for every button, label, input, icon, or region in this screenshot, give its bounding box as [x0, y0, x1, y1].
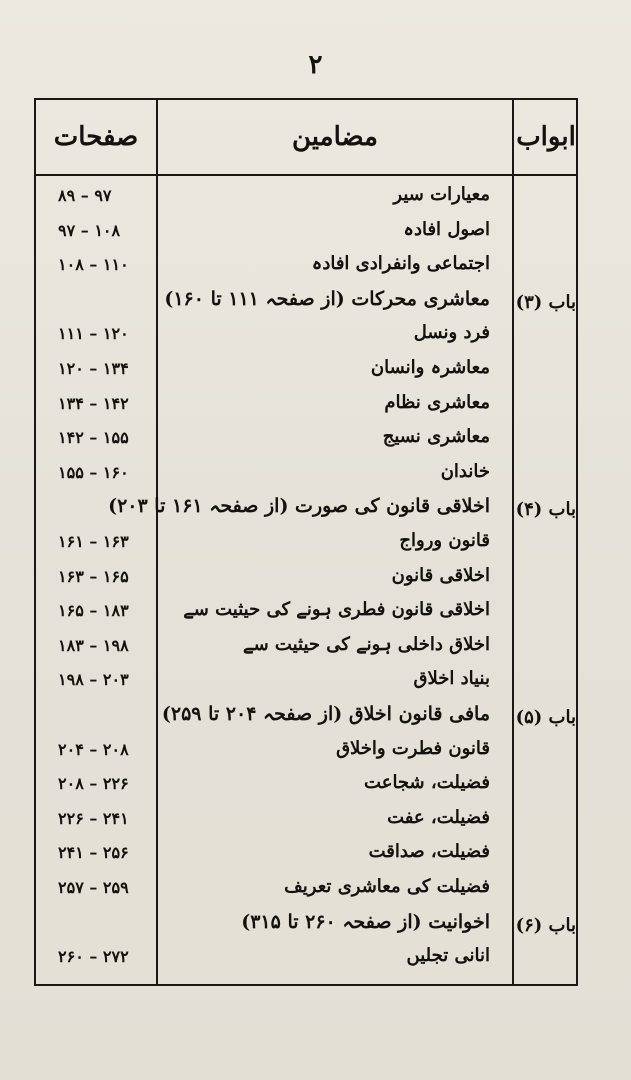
row-pages: ۱۲۰ – ۱۳۴ — [58, 359, 129, 378]
row-pages: ۲۰۴ – ۲۰۸ — [58, 739, 129, 759]
row-title: فرد ونسل — [413, 322, 490, 344]
row-title: معاشری نسیج — [382, 426, 490, 448]
row-title: فضیلت کی معاشری تعریف — [284, 876, 490, 897]
row-title: قانون فطرت واخلاق — [336, 737, 490, 759]
row-pages: ۱۶۳ – ۱۶۵ — [58, 566, 129, 586]
row-pages: ۱۹۸ – ۲۰۳ — [58, 670, 129, 690]
row-pages: ۲۲۶ – ۲۴۱ — [58, 808, 129, 828]
row-pages: ۲۰۸ – ۲۲۶ — [58, 774, 129, 794]
row-title: معاشری نظام — [384, 391, 490, 413]
row-title: فضیلت، عفت — [387, 806, 490, 828]
row-pages: ۱۵۵ – ۱۶۰ — [58, 462, 129, 482]
row-pages: ۲۶۰ – ۲۷۲ — [58, 947, 129, 967]
row-pages: ۲۵۷ – ۲۵۹ — [58, 878, 129, 897]
row-pages: ۱۸۳ – ۱۹۸ — [58, 635, 129, 655]
chapter-label: باب (۳) — [515, 291, 576, 313]
header-contents: مضامین — [292, 122, 378, 152]
row-pages: ۱۴۲ – ۱۵۵ — [58, 428, 129, 448]
row-title: فضیلت، شجاعت — [364, 772, 490, 794]
row-title: معاشری محرکات (از صفحہ ۱۱۱ تا ۱۶۰) — [164, 287, 490, 310]
row-title: قانون ورواج — [399, 530, 490, 551]
column-divider-chapters — [512, 100, 514, 984]
row-pages: ۹۷ – ۱۰۸ — [58, 220, 121, 240]
chapter-label: باب (۵) — [515, 707, 576, 728]
row-pages: ۱۶۵ – ۱۸۳ — [58, 601, 129, 621]
header-pages: صفحات — [53, 122, 139, 152]
row-title: معاشرہ وانسان — [370, 357, 490, 378]
row-pages: ۱۰۸ – ۱۱۰ — [58, 255, 129, 275]
row-title: اخلاقی قانون — [391, 564, 490, 586]
row-pages: ۸۹ – ۹۷ — [58, 186, 112, 205]
row-pages: ۱۶۱ – ۱۶۳ — [58, 532, 129, 551]
header-divider — [36, 174, 576, 176]
row-title: بنیاد اخلاق — [413, 668, 490, 690]
row-title: اخلاقی قانون فطری ہونے کی حیثیت سے — [183, 599, 490, 621]
row-title: انانی تجلیں — [406, 945, 490, 967]
page-number: ۲ — [308, 50, 323, 80]
header-chapters: ابواب — [516, 122, 576, 152]
column-divider-pages — [156, 100, 158, 984]
row-title: معیارات سیر — [393, 184, 490, 205]
row-pages: ۱۱۱ – ۱۲۰ — [58, 324, 129, 344]
row-pages: ۲۴۱ – ۲۵۶ — [58, 843, 129, 863]
row-title: خاندان — [440, 460, 490, 482]
row-title: اخلاقی قانون کی صورت (از صفحہ ۱۶۱ تا ۲۰۳) — [108, 495, 490, 518]
chapter-label: باب (۶) — [515, 914, 576, 936]
row-title: فضیلت، صداقت — [368, 841, 490, 863]
contents-table — [34, 98, 578, 986]
chapter-label: باب (۴) — [515, 499, 576, 521]
row-title: اخلاق داخلی ہونے کی حیثیت سے — [243, 633, 490, 655]
row-title: اصول افادہ — [403, 218, 490, 240]
row-title: اخوانیت (از صفحہ ۲۶۰ تا ۳۱۵) — [241, 910, 490, 933]
row-title: مافی قانون اخلاق (از صفحہ ۲۰۴ تا ۲۵۹) — [161, 703, 490, 725]
row-title: اجتماعی وانفرادی افادہ — [311, 253, 490, 275]
row-pages: ۱۳۴ – ۱۴۲ — [58, 393, 129, 413]
